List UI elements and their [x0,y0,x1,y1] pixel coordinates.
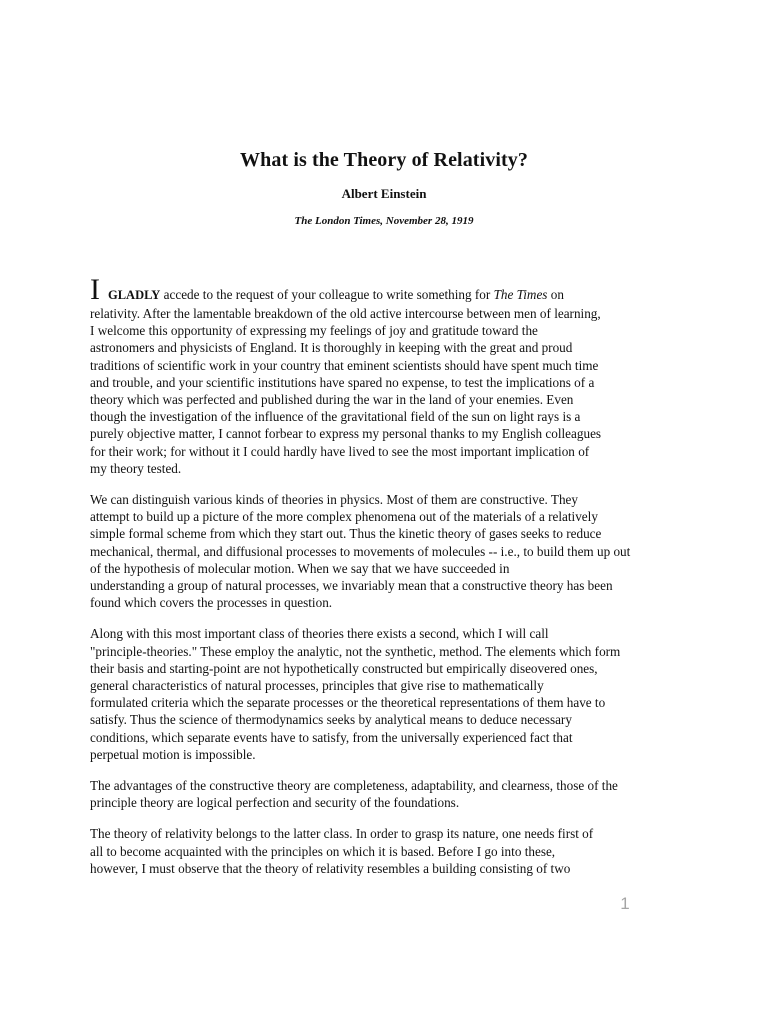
opening-line [90,273,700,306]
text-line: however, I must observe that the theory of relativity resembles a building consisting of two [90,860,571,876]
text-line: mechanical, thermal, and diffusional processes to movements of molecules -- i.e., to build them up out [90,543,631,559]
text-line: understanding a group of natural processes, we invariably mean that a constructive theory has been [90,578,613,594]
text-line: for their work; for without it I could hardly have lived to see the most important implication of [90,443,590,459]
text-line: We can distinguish various kinds of theories in physics. Most of them are constructive. They [90,492,579,508]
text-line: general characteristics of natural processes, principles that give rise to mathematically [90,678,544,694]
text-line: my theory tested. [90,460,182,476]
paragraph-3 [90,625,700,763]
author-name: Albert Einstein [341,186,427,201]
text-line: astronomers and physicists of England. It is thoroughly in keeping with the great and proud [90,340,573,356]
text-line: and trouble, and your scientific institutions have spared no expense, to test the implications of a [90,374,595,390]
text-line: The advantages of the constructive theory are completeness, adaptability, and clearness, those of the [90,778,618,794]
text-line: I welcome this opportunity of expressing my feelings of joy and gratitude toward the [90,323,538,339]
text-line: "principle-theories." These employ the analytic, not the synthetic, method. The elements which form [90,643,621,659]
text-line: The theory of relativity belongs to the latter class. In order to grasp its nature, one needs first of [90,826,594,842]
lead-word: GLADLY [108,288,161,302]
page-number: 1 [620,894,630,913]
text-line: simple formal scheme from which they start out. Thus the kinetic theory of gases seeks to reduce [90,526,602,542]
publication-name: The Times [493,287,548,302]
text-line: conditions, which separate events have to satisfy, from the universally experienced fact that [90,729,573,745]
text-line: purely objective matter, I cannot forbear to express my personal thanks to my English colleagues [90,426,602,442]
text-line: of the hypothesis of molecular motion. When we say that we have succeeded in [90,560,510,576]
paragraph-5 [90,825,700,877]
opening-text: accede to the request of your colleague to write something for [160,287,494,302]
text-line: traditions of scientific work in your country that eminent scientists should have spent much time [90,357,599,373]
text-line: principle theory are logical perfection and security of the foundations. [90,795,460,811]
text-line: all to become acquainted with the principles on which it is based. Before I go into these, [90,843,556,859]
text-line: attempt to build up a picture of the more complex phenomena out of the materials of a relatively [90,509,598,525]
publication-source: The London Times, November 28, 1919 [294,215,474,227]
text-line: theory which was perfected and published during the war in the land of your enemies. Even [90,392,574,408]
paragraph-1 [90,273,700,477]
drop-cap: I [90,273,100,306]
article-body [90,273,700,891]
text-line: their basis and starting-point are not hypothetically constructed but empirically diseovered ones, [90,660,598,676]
text-line: found which covers the processes in question. [90,595,333,611]
text-line: perpetual motion is impossible. [90,746,256,762]
paragraph-4 [90,777,700,811]
text-line: satisfy. Thus the science of thermodynamics seeks by analytical means to deduce necessary [90,712,572,728]
text-line: formulated criteria which the separate processes or the theoretical representations of them have to [90,695,606,711]
article-title: What is the Theory of Relativity? [240,149,528,171]
paragraph-2 [90,491,700,611]
text-line: relativity. After the lamentable breakdown of the old active intercourse between men of learning, [90,306,601,321]
opening-text-end: on [547,287,564,302]
text-line: though the investigation of the influence of the gravitational field of the sun on light rays is a [90,409,581,425]
text-line: Along with this most important class of theories there exists a second, which I will call [90,626,549,642]
